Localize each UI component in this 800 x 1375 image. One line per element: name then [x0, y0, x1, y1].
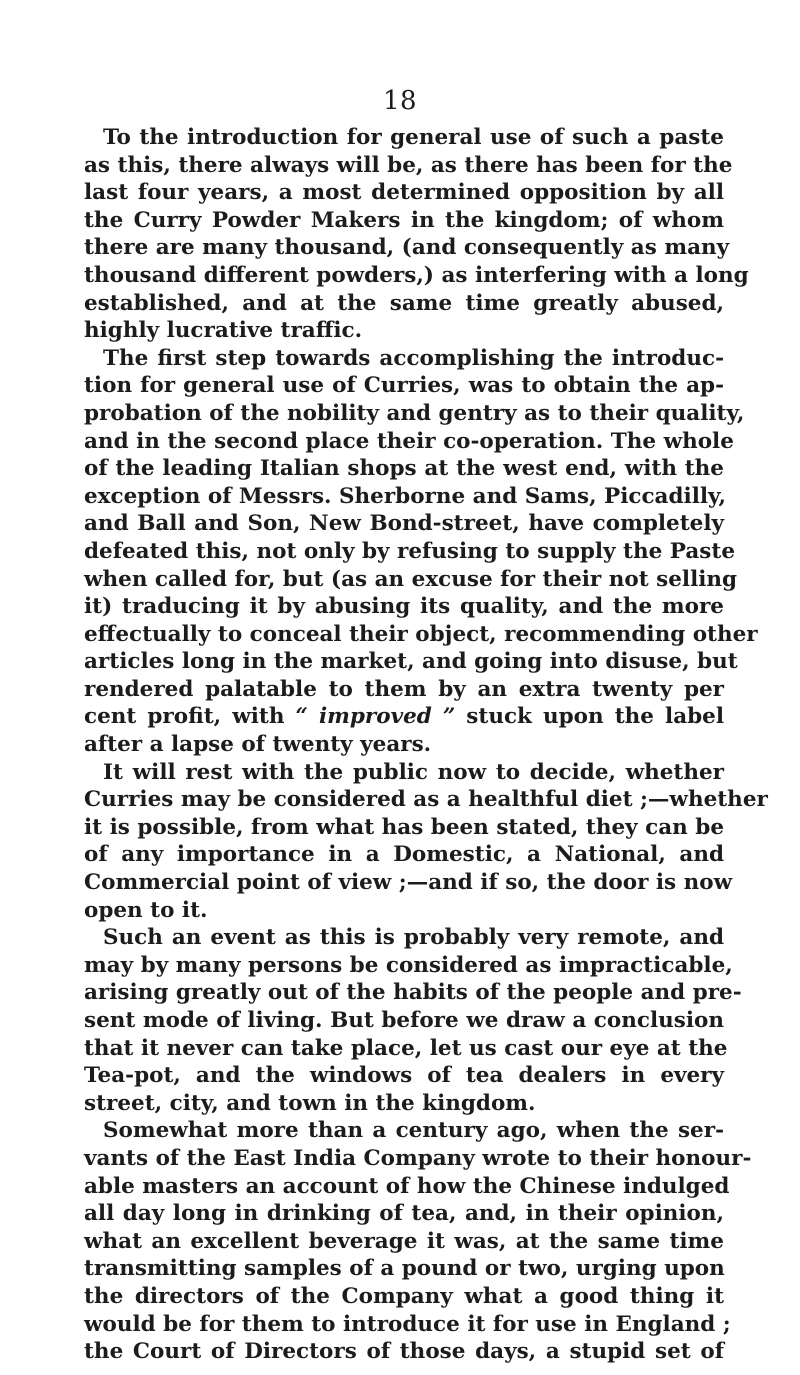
- text-line: would be for them to introduce it for use in England ;: [84, 1311, 731, 1337]
- page-number: 18: [382, 86, 418, 116]
- text-line: effectually to conceal their object, recommending other: [84, 621, 758, 647]
- text-line: it) traducing it by abusing its quality, and the more: [84, 594, 724, 620]
- text-line: open to it.: [84, 897, 208, 923]
- text-line: tion for general use of Curries, was to obtain the ap-: [84, 373, 724, 399]
- body-text: [84, 124, 768, 1366]
- text-line: the directors of the Company what a good thing it: [84, 1283, 724, 1309]
- text-line: sent mode of living. But before we draw a conclusion: [84, 1008, 724, 1033]
- text-line: and in the second place their co-operation. The whole: [84, 428, 734, 454]
- text-line: able masters an account of how the Chinese indulged: [84, 1173, 730, 1199]
- text-line: established, and at the same time greatly abused,: [84, 290, 724, 316]
- text-line: the Curry Powder Makers in the kingdom; of whom: [84, 207, 724, 233]
- text-line: the Court of Directors of those days, a stupid set of: [84, 1339, 724, 1365]
- text-line: there are many thousand, (and consequently as many: [84, 235, 730, 261]
- text-line: The first step towards accomplishing the introduc-: [103, 345, 724, 371]
- italic-word: “ improved ”: [295, 704, 456, 730]
- text-line: of any importance in a Domestic, a National, and: [84, 842, 724, 868]
- text-line: may by many persons be considered as impracticable,: [84, 952, 733, 978]
- text-line: articles long in the market, and going into disuse, but: [84, 649, 738, 675]
- text-line-with-italic: [84, 703, 724, 731]
- text-line: after a lapse of twenty years.: [84, 732, 432, 758]
- text-line: Curries may be considered as a healthful diet ;—whether: [84, 787, 768, 813]
- text-line: Such an event as this is probably very remote, and: [103, 925, 724, 951]
- text-line: arising greatly out of the habits of the people and pre-: [84, 980, 742, 1006]
- text-line: last four years, a most determined opposition by all: [84, 180, 724, 206]
- text-line: exception of Messrs. Sherborne and Sams, Piccadilly,: [84, 483, 726, 509]
- text-line: when called for, but (as an excuse for their not selling: [84, 566, 738, 592]
- text-line: as this, there always will be, as there has been for the: [84, 152, 733, 178]
- text-line: Somewhat more than a century ago, when the ser-: [103, 1118, 724, 1144]
- text-line: rendered palatable to them by an extra twenty per: [84, 676, 724, 702]
- text-line: defeated this, not only by refusing to supply the Paste: [84, 538, 735, 564]
- text-line: Tea-pot, and the windows of tea dealers in every: [84, 1063, 724, 1089]
- text-line: all day long in drinking of tea, and, in their opinion,: [84, 1201, 724, 1227]
- text-line: what an excellent beverage it was, at the same time: [84, 1228, 724, 1254]
- text-line: transmitting samples of a pound or two, urging upon: [84, 1256, 725, 1282]
- text-line: that it never can take place, let us cast our eye at the: [84, 1035, 728, 1061]
- text-line: highly lucrative traffic.: [84, 318, 363, 344]
- text-line: and Ball and Son, New Bond-street, have completely: [84, 511, 724, 537]
- text-line: of the leading Italian shops at the west end, with the: [84, 456, 724, 482]
- text-line: probation of the nobility and gentry as to their quality,: [84, 400, 745, 426]
- text-line: Commercial point of view ;—and if so, the door is now: [84, 870, 733, 896]
- text-segment: stuck upon the label: [455, 704, 725, 730]
- text-line: street, city, and town in the kingdom.: [84, 1090, 536, 1116]
- text-line: thousand different powders,) as interfering with a long: [84, 262, 749, 288]
- text-line: It will rest with the public now to decide, whether: [103, 759, 724, 785]
- text-line: To the introduction for general use of such a paste: [103, 125, 724, 150]
- text-line: vants of the East India Company wrote to their honour-: [84, 1145, 752, 1171]
- text-line: it is possible, from what has been stated, they can be: [84, 814, 724, 840]
- text-segment: cent profit, with: [84, 704, 296, 730]
